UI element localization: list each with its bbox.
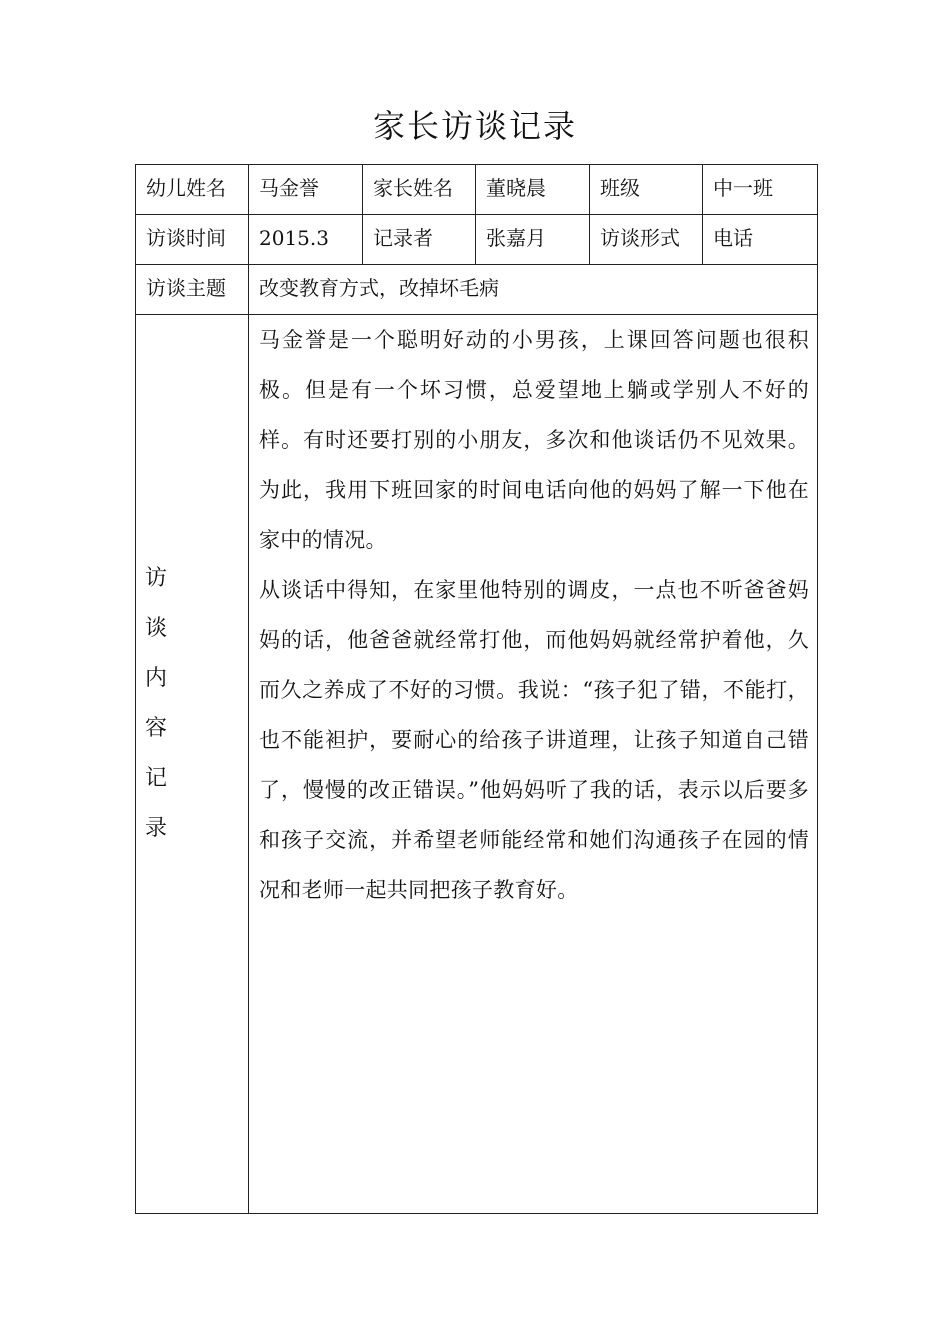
table-row-interview-info xyxy=(136,215,818,265)
table-row-content xyxy=(136,315,818,1214)
table-row-topic xyxy=(136,265,818,315)
content-paragraph: 从谈话中得知，在家里他特别的调皮，一点也不听爸爸妈妈的话，他爸爸就经常打他，而他妈妈就经常护着他，久而久之养成了不好的习惯。我说：“孩子犯了错，不能打，也不能袒护，要耐心的给孩子讲道理，让孩子知道自己错了，慢慢的改正错误。”他妈妈听了我的话，表示以后要多和孩子交流，并希望老师能经常和她们沟通孩子在园的情况和老师一起共同把孩子教育好。 xyxy=(259,578,809,902)
class-value: 中一班 xyxy=(703,165,818,215)
interview-form-label: 访谈形式 xyxy=(590,215,703,265)
topic-value: 改变教育方式，改掉坏毛病 xyxy=(249,265,818,315)
interview-form-value: 电话 xyxy=(703,215,818,265)
recorder-label: 记录者 xyxy=(363,215,476,265)
content-label-char: 访 xyxy=(144,566,167,591)
interview-record-table xyxy=(135,164,818,1214)
topic-label: 访谈主题 xyxy=(136,265,249,315)
interview-time-label: 访谈时间 xyxy=(136,215,249,265)
recorder-value: 张嘉月 xyxy=(476,215,590,265)
class-label: 班级 xyxy=(590,165,703,215)
content-label-char: 记 xyxy=(144,766,167,791)
content-label-char: 容 xyxy=(144,716,167,741)
content-record-label xyxy=(136,315,249,1214)
parent-name-value: 董晓晨 xyxy=(476,165,590,215)
content-label-char: 内 xyxy=(144,666,167,691)
table-row-child-info xyxy=(136,165,818,215)
content-paragraph: 马金誉是一个聪明好动的小男孩，上课回答问题也很积极。但是有一个坏习惯，总爱望地上躺或学别人不好的样。有时还要打别的小朋友，多次和他谈话仍不见效果。为此，我用下班回家的时间电话向他的妈妈了解一下他在家中的情况。 xyxy=(259,328,809,552)
interview-time-value: 2015.3 xyxy=(249,215,363,265)
child-name-label: 幼儿姓名 xyxy=(136,165,249,215)
parent-name-label: 家长姓名 xyxy=(363,165,476,215)
content-record-text xyxy=(249,315,818,1214)
child-name-value: 马金誉 xyxy=(249,165,363,215)
page-title: 家长访谈记录 xyxy=(372,107,577,145)
content-label-char: 谈 xyxy=(144,616,167,641)
content-label-char: 录 xyxy=(144,816,167,841)
